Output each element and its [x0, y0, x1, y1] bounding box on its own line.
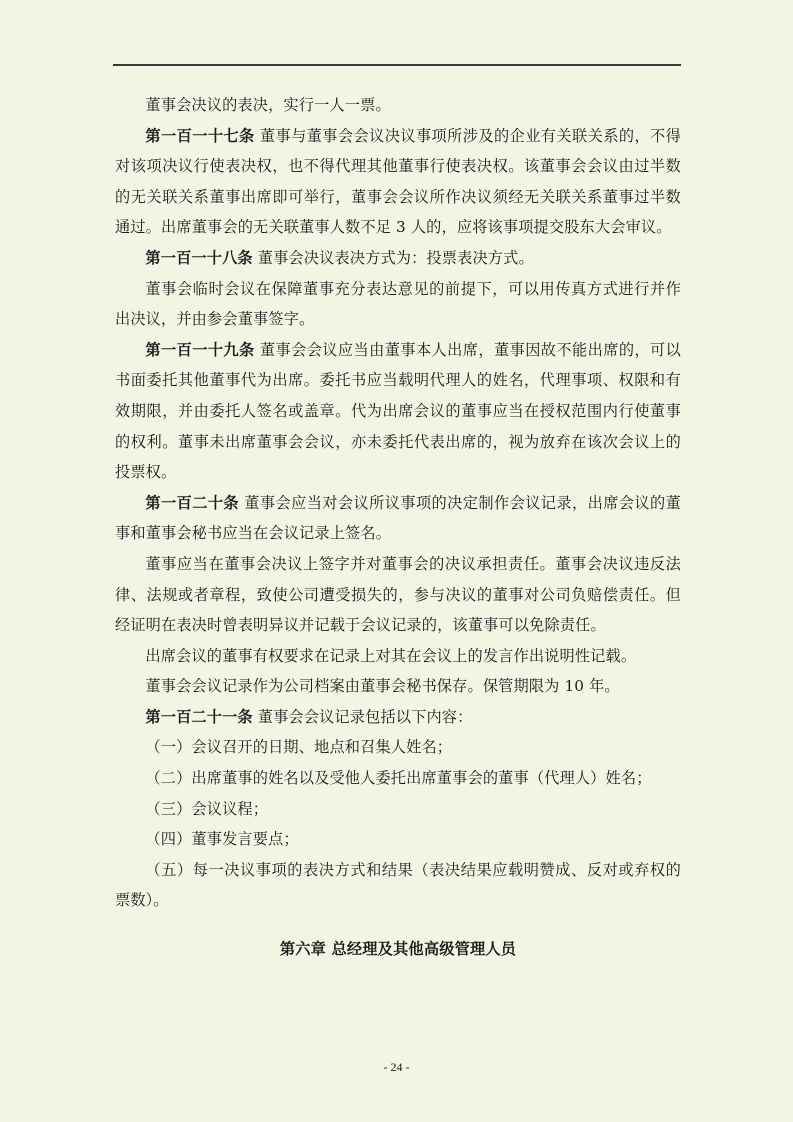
paragraph-vote-rule: 董事会决议的表决，实行一人一票。: [145, 96, 391, 114]
header-rule: [113, 64, 681, 66]
article-120: 第一百二十条 董事会应当对会议所议事项的决定制作会议记录，出席会议的董事和董事会秘书应当在会议记录上签名。: [115, 493, 681, 543]
article-121-label: 第一百二十一条: [145, 707, 253, 726]
article-119-label: 第一百一十九条: [145, 340, 255, 359]
list-item: （一）会议召开的日期、地点和召集人姓名；: [145, 738, 453, 757]
article-117-label: 第一百一十七条: [145, 126, 255, 145]
article-117: 第一百一十七条 董事与董事会会议决议事项所涉及的企业有关联关系的，不得对该项决议行使表决权，也不得代理其他董事行使表决权。该董事会会议由过半数的无关联关系董事出席即可举行，董事会会议所作决议须经无关联关系董事过半数通过。出席董事会的无关联董事人数不足 3 人的，应将该事项提交股东大会审议。: [115, 126, 681, 237]
document-body: [115, 90, 681, 964]
paragraph-archive-period: 董事会会议记录作为公司档案由董事会秘书保存。保管期限为 10 年。: [145, 677, 620, 696]
article-121: 第一百二十一条 董事会会议记录包括以下内容：: [145, 707, 473, 726]
article-119: 第一百一十九条 董事会会议应当由董事本人出席，董事因故不能出席的，可以书面委托其他董事代为出席。委托书应当载明代理人的姓名，代理事项、权限和有效期限，并由委托人签名或盖章。代为出席会议的董事应当在授权范围内行使董事的权利。董事未出席董事会会议，亦未委托代表出席的，视为放弃在该次会议上的投票权。: [115, 340, 681, 482]
article-118: 第一百一十八条 董事会决议表决方式为：投票表决方式。: [145, 248, 534, 267]
list-item: （四）董事发言要点；: [145, 830, 299, 849]
list-item: （三）会议议程；: [145, 799, 269, 818]
article-120-label: 第一百二十条: [145, 493, 240, 512]
page-number: - 24 -: [383, 1060, 410, 1074]
chapter-title: 第六章 总经理及其他高级管理人员: [279, 940, 517, 959]
article-118-label: 第一百一十八条: [145, 248, 253, 267]
paragraph-statement-record: 出席会议的董事有权要求在记录上对其在会议上的发言作出说明性记载。: [145, 646, 637, 665]
paragraph-director-liability: 董事应当在董事会决议上签字并对董事会的决议承担责任。董事会决议违反法律、法规或者章程，致使公司遭受损失的，参与决议的董事对公司负赔偿责任。但经证明在表决时曾表明异议并记载于会议记录的，该董事可以免除责任。: [115, 554, 681, 635]
paragraph-fax-resolution: 董事会临时会议在保障董事充分表达意见的前提下，可以用传真方式进行并作出决议，并由参会董事签字。: [115, 279, 681, 329]
list-item: （五）每一决议事项的表决方式和结果（表决结果应载明赞成、反对或弃权的票数）。: [115, 860, 681, 910]
list-item: （二）出席董事的姓名以及受他人委托出席董事会的董事（代理人）姓名；: [145, 769, 652, 788]
